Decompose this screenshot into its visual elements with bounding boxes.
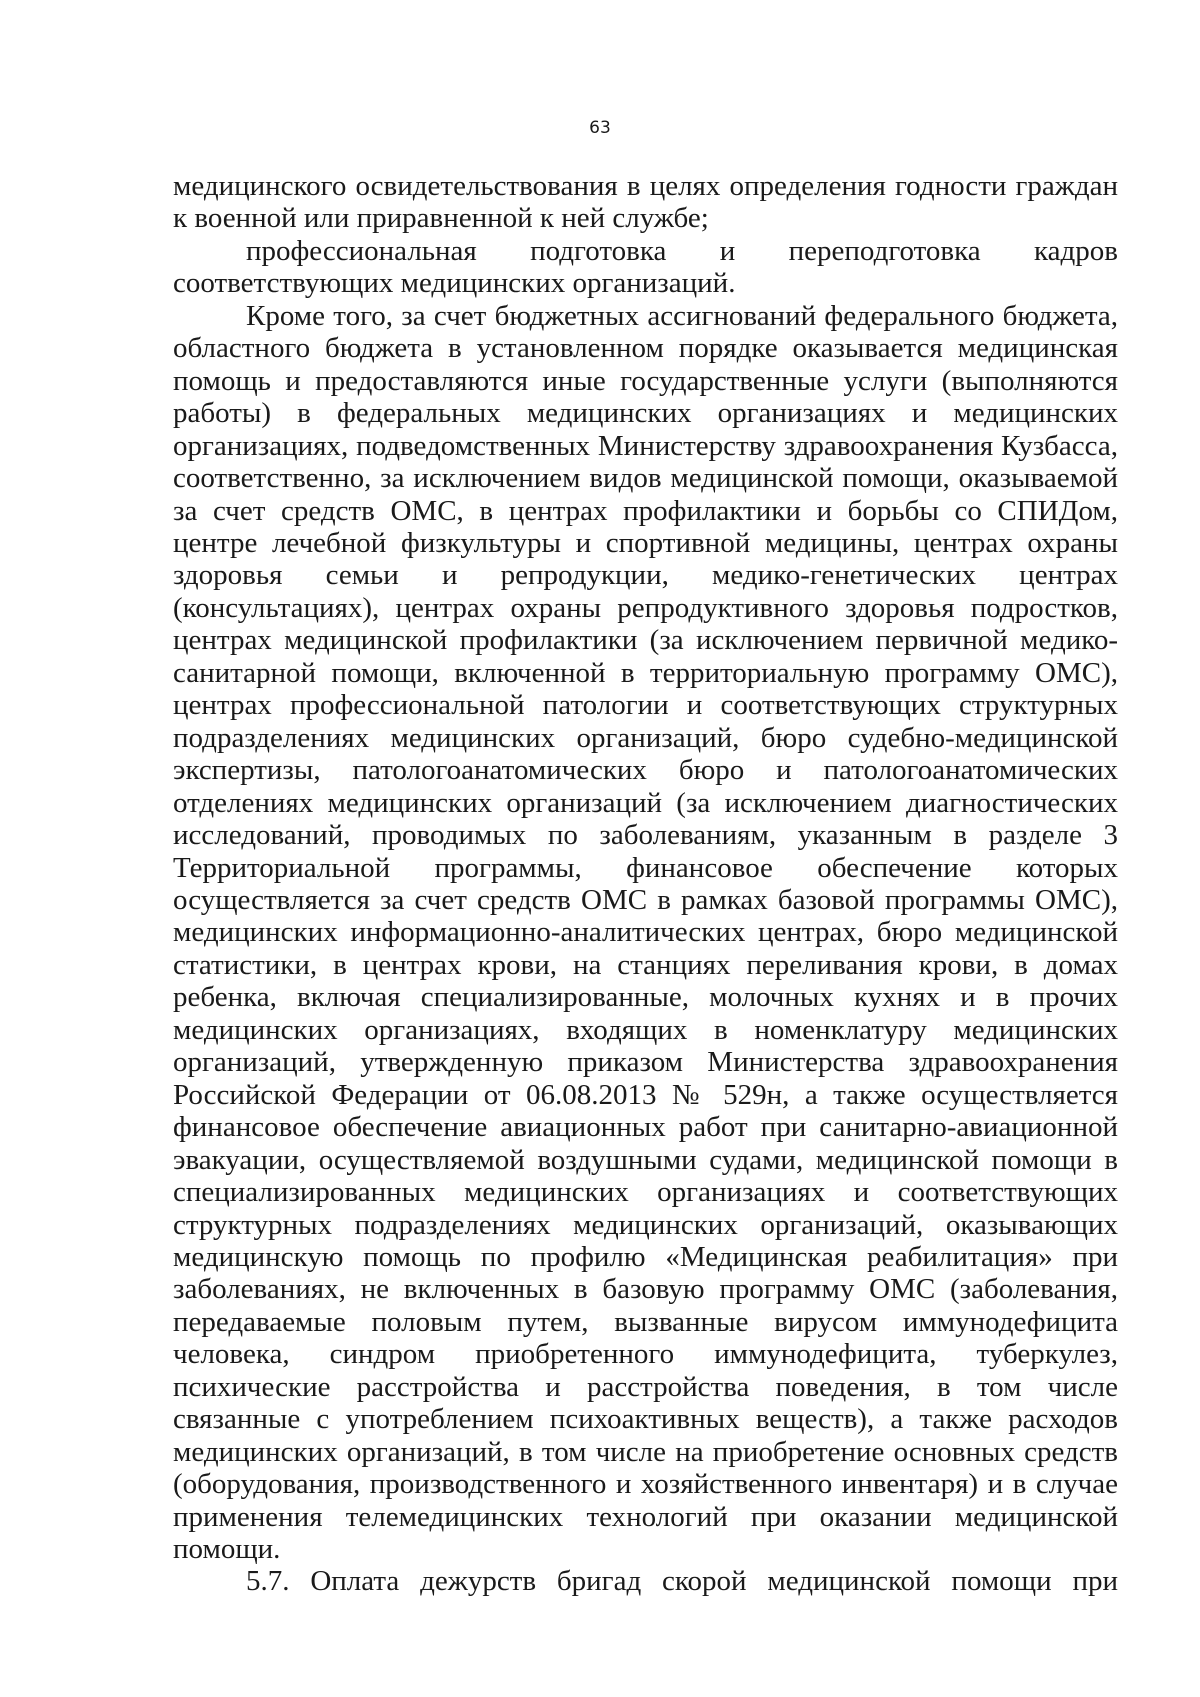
- body-text: [173, 170, 1118, 1598]
- page-number: 63: [589, 118, 611, 138]
- paragraph-budget-financing: Кроме того, за счет бюджетных ассигнований федерального бюджета, областного бюджета в установленном порядке оказывается медицинская помощь и предоставляются иные государственные услуги (выполняются работы) в федеральных медицинских организациях и медицинских организациях, подведомственных Министерству здравоохранения Кузбасса, соответственно, за исключением видов медицинской помощи, оказываемой за счет средств ОМС, в центрах профилактики и борьбы со СПИДом, центре лечебной физкультуры и спортивной медицины, центрах охраны здоровья семьи и репродукции, медико-генетических центрах (консультациях), центрах охраны репродуктивного здоровья подростков, центрах медицинской профилактики (за исключением первичной медико-санитарной помощи, включенной в территориальную программу ОМС), центрах профессиональной патологии и соответствующих структурных подразделениях медицинских организаций, бюро судебно-медицинской экспертизы, патологоанатомических бюро и патологоанатомических отделениях медицинских организаций (за исключением диагностических исследований, проводимых по заболеваниям, указанным в разделе 3 Территориальной программы, финансовое обеспечение которых осуществляется за счет средств ОМС в рамках базовой программы ОМС), медицинских информационно-аналитических центрах, бюро медицинской статистики, в центрах крови, на станциях переливания крови, в домах ребенка, включая специализированные, молочных кухнях и в прочих медицинских организациях, входящих в номенклатуру медицинских организаций, утвержденную приказом Министерства здравоохранения Российской Федерации от 06.08.2013 № 529н, а также осуществляется финансовое обеспечение авиационных работ при санитарно-авиационной эвакуации, осуществляемой воздушными судами, медицинской помощи в специализированных медицинских организациях и соответствующих структурных подразделениях медицинских организаций, оказывающих медицинскую помощь по профилю «Медицинская реабилитация» при заболеваниях, не включенных в базовую программу ОМС (заболевания, передаваемые половым путем, вызванные вирусом иммунодефицита человека, синдром приобретенного иммунодефицита, туберкулез, психические расстройства и расстройства поведения, в том числе связанные с употреблением психоактивных веществ), а также расходов медицинских организаций, в том числе на приобретение основных средств (оборудования, производственного и хозяйственного инвентаря) и в случае применения телемедицинских технологий при оказании медицинской помощи.: [173, 299, 1118, 1566]
- paragraph-training: профессиональная подготовка и переподготовка кадров соответствующих медицинских организаций.: [173, 234, 1118, 300]
- paragraph-section-5-7: 5.7. Оплата дежурств бригад скорой медицинской помощи при: [246, 1565, 1118, 1598]
- paragraph-continuation: медицинского освидетельствования в целях определения годности граждан к военной или приравненной к ней службе;: [173, 170, 1118, 235]
